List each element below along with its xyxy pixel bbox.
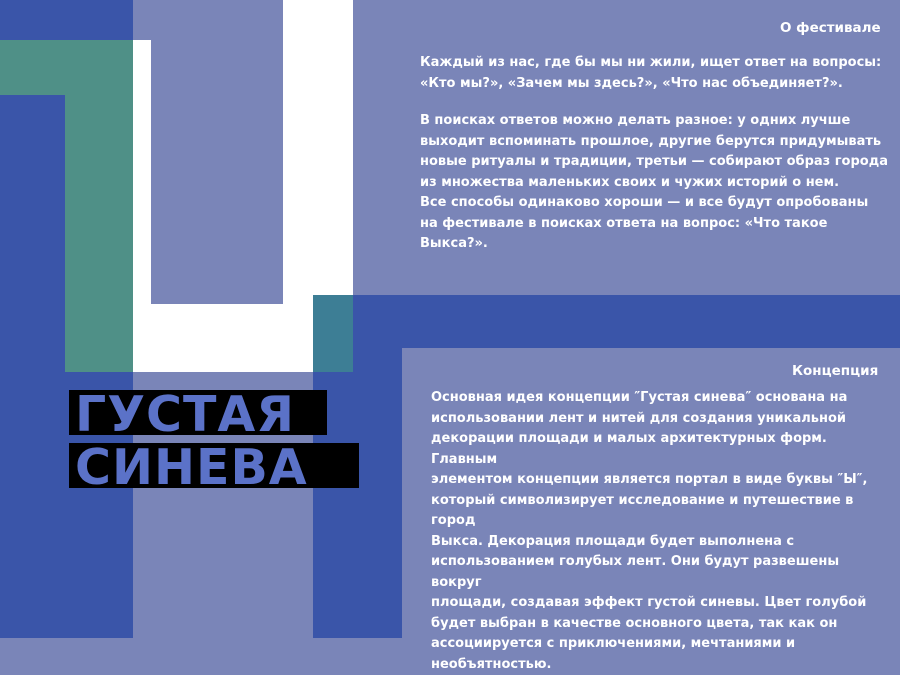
about-paragraph-1: Каждый из нас, где бы мы ни жили, ищет ответ на вопросы: «Кто мы?», «Зачем мы здесь?», «Что нас объединяет?». bbox=[420, 55, 882, 91]
about-heading: О фестивале bbox=[780, 20, 881, 36]
title-line-2: СИНЕВА bbox=[69, 443, 359, 488]
blue-strip-left bbox=[0, 95, 65, 638]
about-paragraph-2: В поисках ответов можно делать разное: у одних лучше выходит вспоминать прошлое, другие берутся придумывать новые ритуалы и традиции, третьи — собирают образ города из множества маленьких своих и чужих историй о нем. Все способы одинаково хороши — и все будут опробованы на фестивале в поисках ответа на вопрос: «Что такое Выкса?». bbox=[420, 113, 888, 251]
concept-heading: Концепция bbox=[792, 363, 879, 379]
concept-paragraph: Основная идея концепции ″Густая синева″ основана на использовании лент и нитей для создания уникальной декорации площади и малых архитектурных форм. Главным элементом концепции является портал в виде буквы ″Ы″, который символизирует исследование и путешествие в город Выкса. Декорация площади будет выполнена с использованием голубых лент. Они будут развешены вокруг площади, создавая эффект густой синевы. Цвет голубой будет выбран в качестве основного цвета, так как он ассоциируется с приключениями, мечтаниями и необъятностью. bbox=[431, 390, 868, 672]
title-line-1: ГУСТАЯ bbox=[69, 390, 327, 435]
blue-strip-top bbox=[0, 0, 133, 40]
teal-corner bbox=[313, 295, 353, 372]
white-frame-bottom bbox=[133, 304, 313, 372]
teal-band-top bbox=[0, 40, 133, 95]
blue-band-edge bbox=[353, 348, 402, 372]
teal-band-vertical bbox=[65, 95, 133, 372]
blue-band-right bbox=[353, 295, 900, 348]
white-frame-right bbox=[283, 0, 353, 304]
